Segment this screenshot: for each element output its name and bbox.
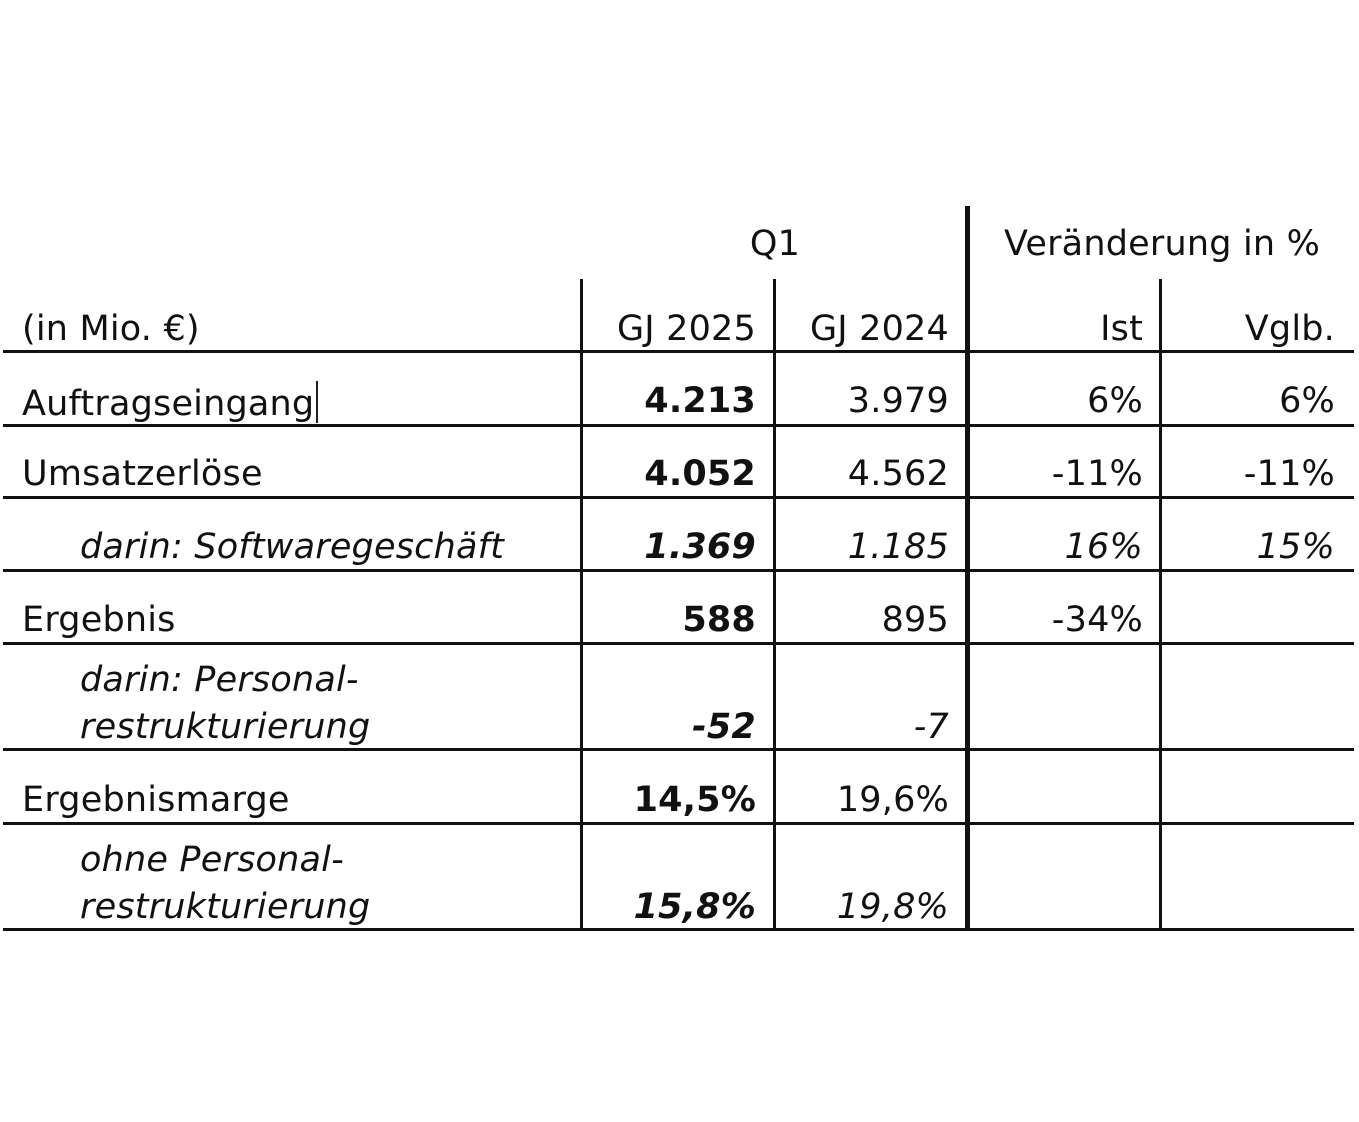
cell-gj2024: 19,6% [836, 780, 949, 820]
cell-gj2024: 3.979 [847, 381, 949, 421]
header-q1: Q1 [749, 224, 801, 264]
row-divider [3, 350, 1354, 353]
row-label-personal-line1: darin: Personal- [80, 660, 359, 700]
text-cursor [316, 381, 318, 423]
header-ist: Ist [1100, 309, 1143, 349]
column-divider [580, 279, 583, 931]
row-label-personal-line2: restrukturierung [80, 707, 371, 747]
cell-gj2025: 1.369 [644, 527, 756, 567]
row-divider [3, 928, 1354, 931]
cell-gj2025: 14,5% [633, 780, 756, 820]
row-label-umsatzerloese: Umsatzerlöse [22, 454, 263, 494]
cell-gj2024: 1.185 [847, 527, 949, 567]
cell-gj2024: -7 [913, 707, 949, 747]
cell-gj2025: -52 [692, 707, 756, 747]
row-divider [3, 496, 1354, 499]
header-gj2025: GJ 2025 [616, 309, 756, 349]
cell-gj2024: 895 [881, 600, 949, 640]
row-label-ergebnismarge: Ergebnismarge [22, 780, 290, 820]
cell-vglb: 6% [1279, 381, 1335, 421]
row-label-ohne-personal-line1: ohne Personal- [80, 840, 344, 880]
column-divider [1159, 279, 1162, 931]
cell-ist: -34% [1051, 600, 1143, 640]
cell-gj2025: 4.213 [644, 381, 756, 421]
row-label-softwaregeschaeft: darin: Softwaregeschäft [80, 527, 505, 567]
column-divider-group [965, 206, 970, 931]
row-divider [3, 424, 1354, 427]
row-divider [3, 822, 1354, 825]
row-divider [3, 642, 1354, 645]
cell-vglb: -11% [1243, 454, 1335, 494]
header-vglb: Vglb. [1244, 309, 1335, 349]
cell-gj2024: 4.562 [847, 454, 949, 494]
row-divider [3, 569, 1354, 572]
header-change-percent: Veränderung in % [1003, 224, 1321, 264]
row-label-auftragseingang: Auftragseingang [22, 381, 318, 424]
cell-gj2024: 19,8% [836, 887, 949, 927]
header-unit: (in Mio. €) [22, 309, 200, 349]
cell-gj2025: 15,8% [633, 887, 756, 927]
row-divider [3, 748, 1354, 751]
column-divider [773, 279, 776, 931]
cell-ist: 6% [1087, 381, 1143, 421]
cell-vglb: 15% [1256, 527, 1335, 567]
cell-ist: -11% [1051, 454, 1143, 494]
cell-gj2025: 588 [682, 600, 756, 640]
row-label-ergebnis: Ergebnis [22, 600, 176, 640]
header-gj2024: GJ 2024 [809, 309, 949, 349]
cell-gj2025: 4.052 [644, 454, 756, 494]
row-label-ohne-personal-line2: restrukturierung [80, 887, 371, 927]
cell-ist: 16% [1064, 527, 1143, 567]
